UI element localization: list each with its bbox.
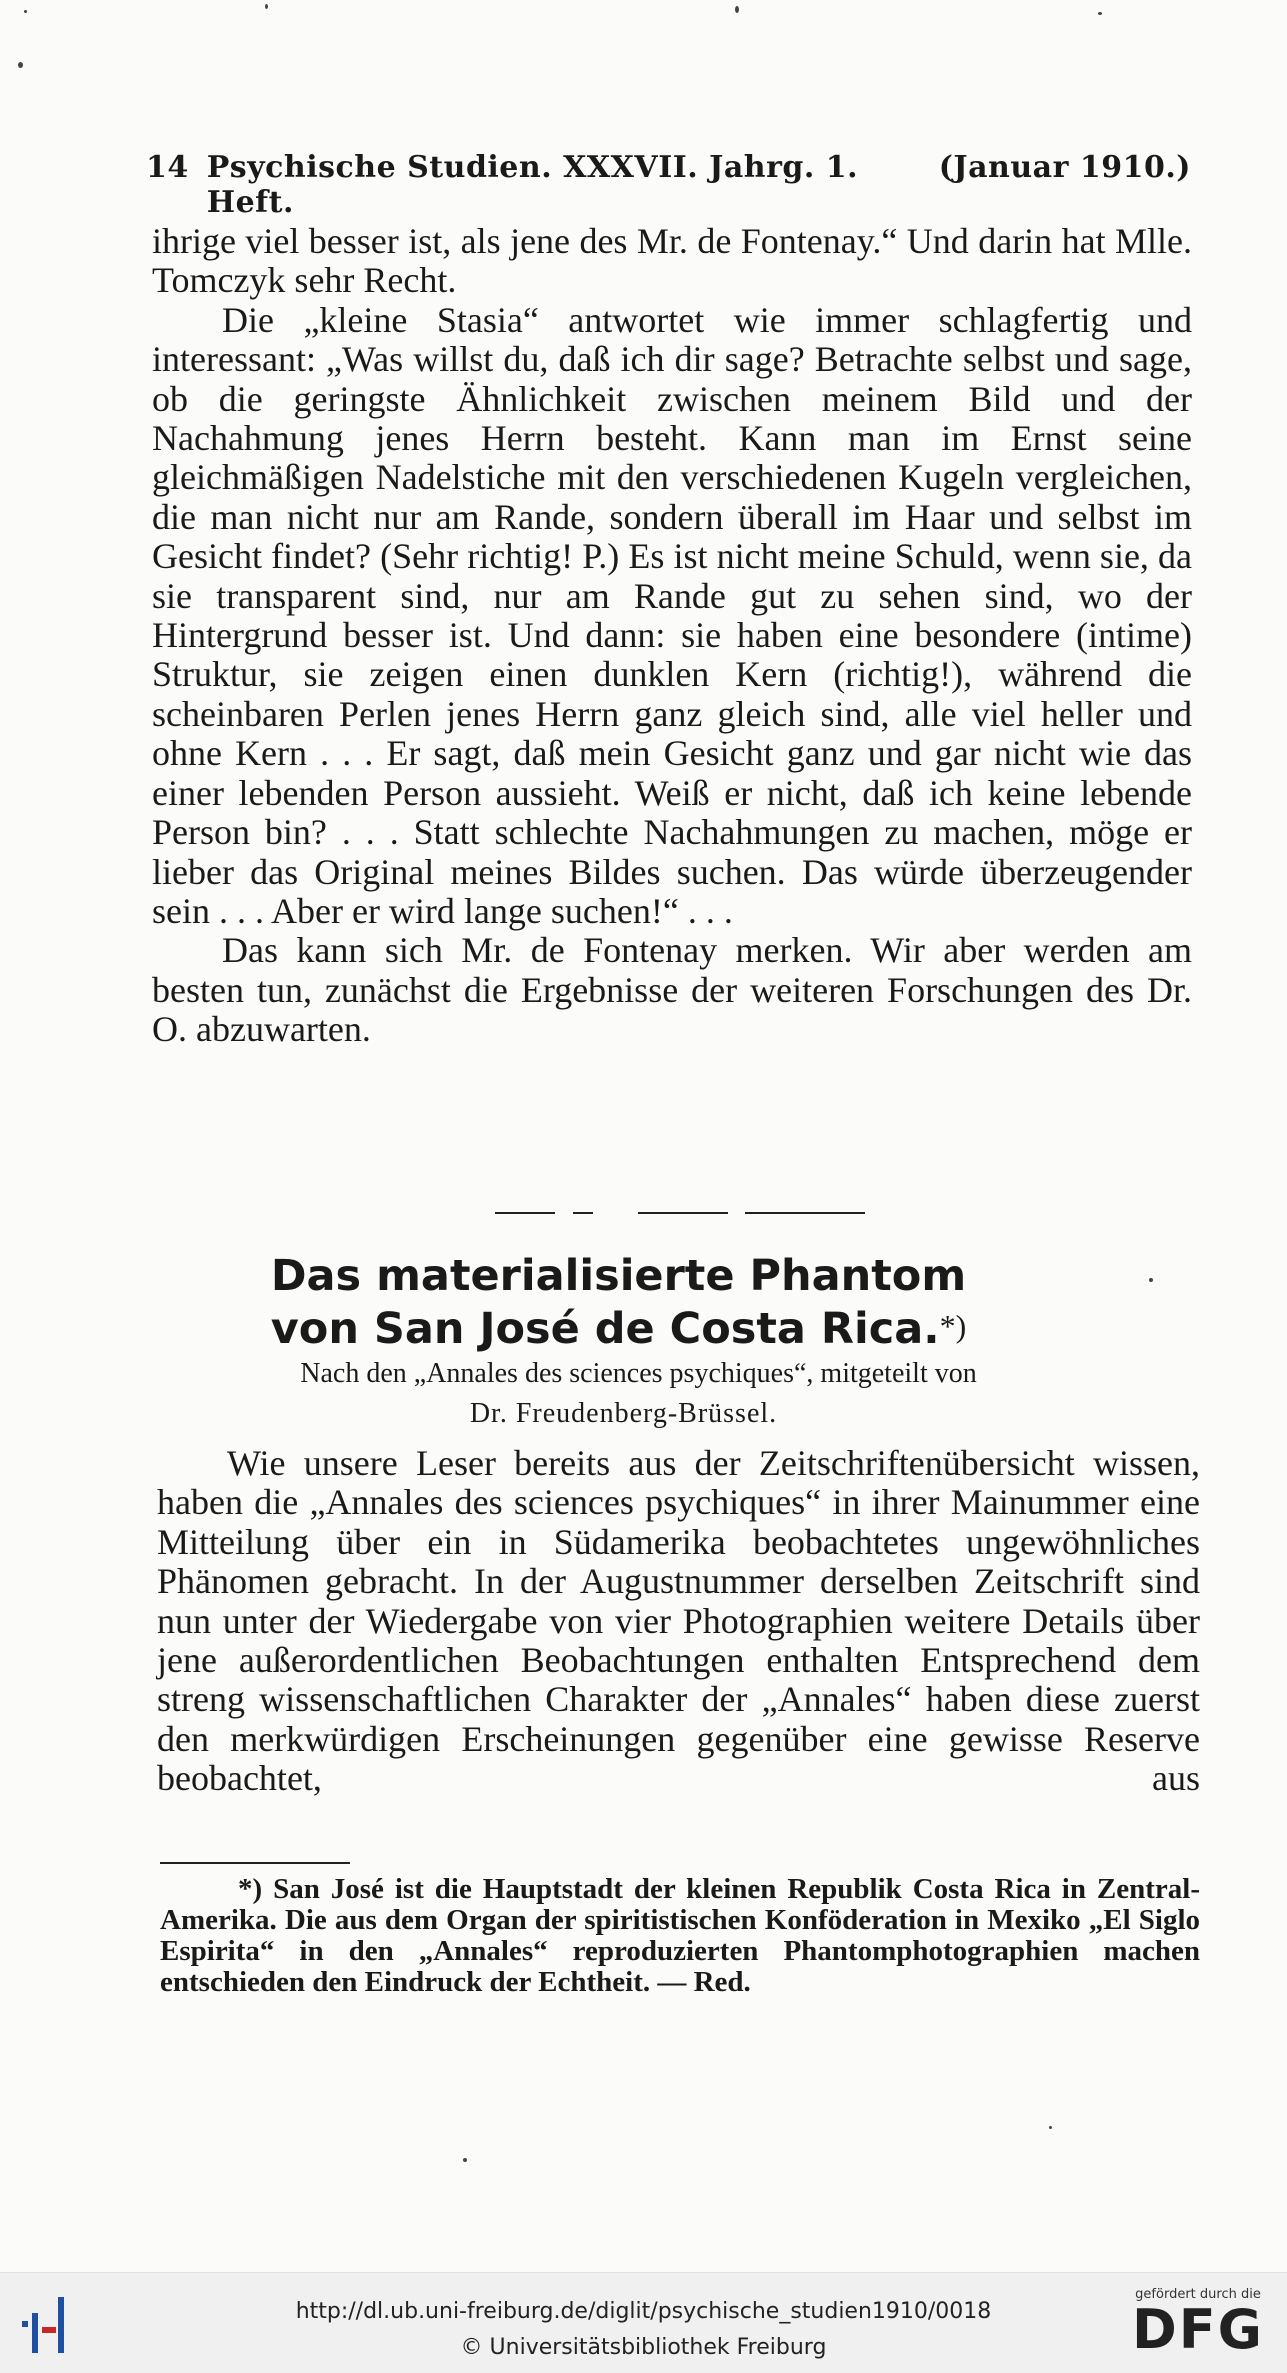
scan-speck [24,10,27,13]
continued-text-block [152,222,1192,1050]
page-number: 14 [146,150,189,185]
footnote-text: *) San José ist die Hauptstadt der kleinen Republik Costa Rica in Zentral-Amerika. Die aus dem Organ der spiritistischen Konföderation in Mexiko „El Siglo Espirita“ in den „Annales“ reproduzierten Phantomphotographien machen entschieden den Eindruck der Echtheit. — Red. [160,1873,1200,1998]
scan-speck [463,2158,467,2162]
running-header [146,150,1191,220]
article-title-line-2 [0,1298,1262,1357]
copyright-notice: © Universitätsbibliothek Freiburg [460,2335,827,2360]
footnote [160,1874,1200,1998]
viewer-footer [0,2272,1287,2373]
article-title-line-1: Das materialisierte Phantom [270,1251,967,1301]
issue-date: (Januar 1910.) [938,150,1191,185]
scan-speck [1049,2126,1052,2129]
section-separator [495,1212,865,1215]
dfg-logo-text: DFG [1131,2298,1265,2361]
paragraph: Das kann sich Mr. de Fontenay merken. Wir aber werden am besten tun, zunächst die Ergebnisse der weiteren Forschungen des Dr. O. abzuwarten. [152,930,1192,1050]
article-body [157,1444,1200,1799]
footnote-rule [160,1862,350,1864]
scan-speck [18,62,23,68]
paragraph: Wie unsere Leser bereits aus der Zeitschriftenübersicht wissen, haben die „Annales des sciences psychiques“ in ihrer Mainummer eine Mitteilung über ein in Südamerika beobachtetes ungewöhnliches Phänomen gebracht. In der Augustnummer derselben Zeitschrift sind nun unter der Wiedergabe von vier Photographien weitere Details über jene außerordentlichen Beobachtungen enthalten Entsprechend dem streng wissenschaftlichen Charakter der „Annales“ haben diese zuerst den merkwürdigen Erscheinungen gegenüber eine gewisse Reserve beobachtet, aus [157,1443,1200,1799]
dfg-caption: gefördert durch die [1135,2287,1261,2302]
document-url-link[interactable]: http://dl.ub.uni-freiburg.de/diglit/psychische_studien1910/0018 [295,2299,992,2324]
paragraph: Die „kleine Stasia“ antwortet wie immer schlagfertig und interessant: „Was willst du, daß ich dir sage? Betrachte selbst und sage, ob die geringste Ähnlichkeit zwischen meinem Bild und der Nachahmung jenes Herrn besteht. Kann man im Ernst seine gleichmäßigen Nadelstiche mit den verschiedenen Kugeln vergleichen, die man nicht nur am Rande, sondern überall im Haar und selbst im Gesicht findet? (Sehr richtig! P.) Es ist nicht meine Schuld, wenn sie, da sie transparent sind, nur am Rande gut zu sehen sind, wo der Hintergrund besser ist. Und dann: sie haben eine besondere (intime) Struktur, sie zeigen einen dunklen Kern (richtig!), während die scheinbaren Perlen jenes Herrn ganz gleich sind, alle viel heller und ohne Kern . . . Er sagt, daß mein Gesicht ganz und gar nicht wie das einer lebenden Person aussieht. Weiß er nicht, daß ich keine lebende Person bin? . . . Statt schlechte Nachahmungen zu machen, möge er lieber das Original meines Bildes suchen. Das würde überzeugender sein . . . Aber er wird lange suchen!“ . . . [152,299,1192,931]
scan-speck [735,6,739,13]
dfg-sponsor-logo[interactable] [1123,2287,1273,2367]
footnote-mark: *) [939,1308,967,1344]
scan-speck [1098,12,1102,15]
article-subtitle: Nach den „Annales des sciences psychiques“, mitgeteilt von [300,1358,977,1389]
running-title: Psychische Studien. XXXVII. Jahrg. 1. Heft. [206,150,859,220]
article-title-text: von San José de Costa Rica. [270,1304,940,1354]
article-author: Dr. Freudenberg-Brüssel. [469,1398,778,1429]
paragraph: ihrige viel besser ist, als jene des Mr. de Fontenay.“ Und darin hat Mlle. Tomczyk sehr Recht. [152,221,1192,301]
scan-speck [265,4,268,9]
